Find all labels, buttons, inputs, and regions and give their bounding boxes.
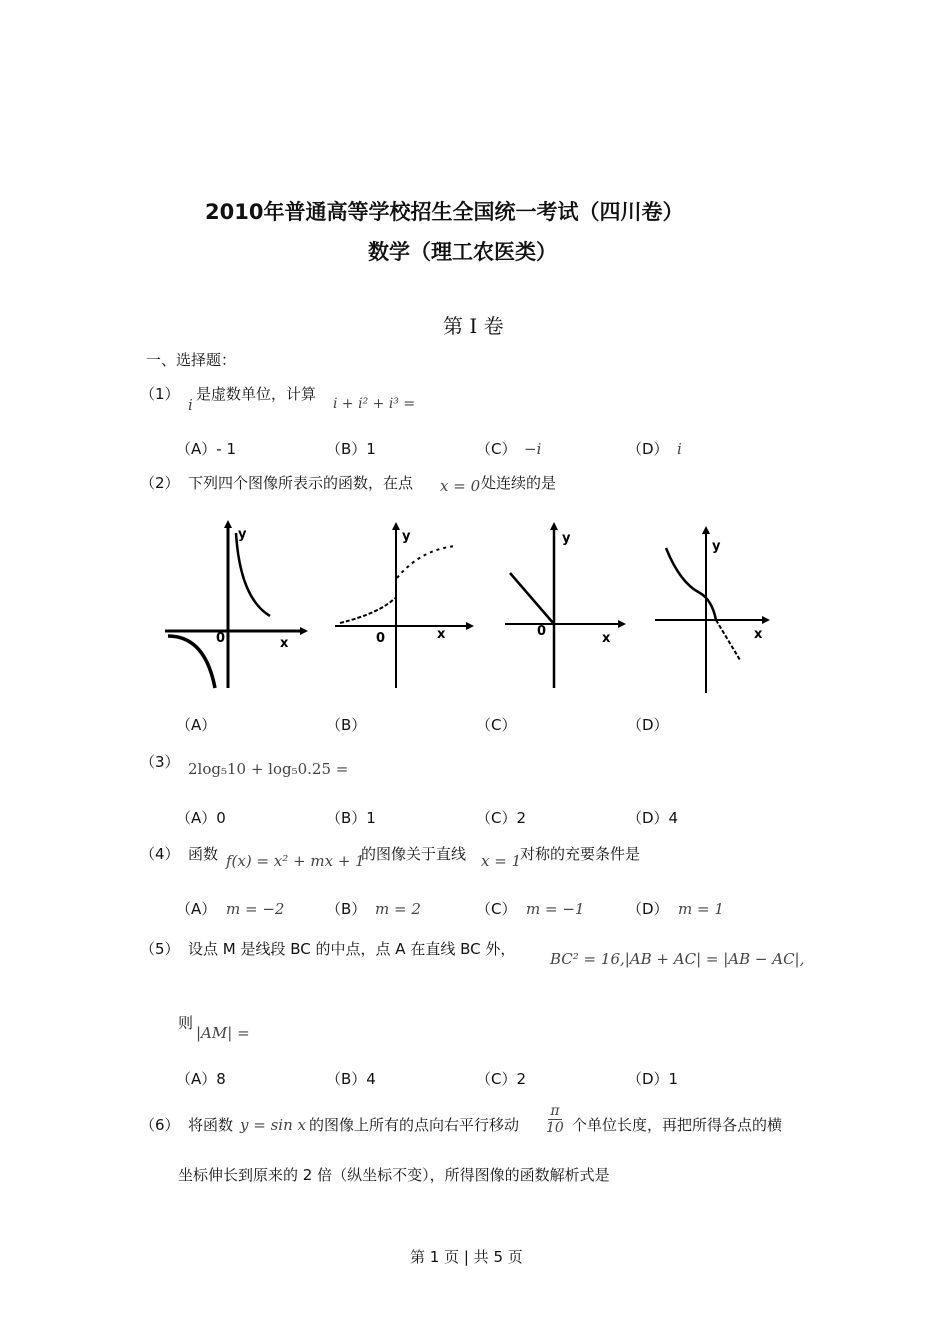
page-footer: 第 1 页 | 共 5 页: [410, 1248, 523, 1266]
q5-option-b: （B）4: [326, 1070, 376, 1088]
q5-option-c: （C）2: [476, 1070, 527, 1088]
q2-graph-d-y-label: y: [712, 539, 721, 554]
q1-option-b: （B）1: [326, 440, 376, 458]
q3-option-d: （D）4: [627, 809, 679, 827]
q2-graph-b: [330, 518, 480, 693]
q1-option-d-math: i: [677, 440, 682, 458]
q4-expr: f(x) = x² + mx + 1: [226, 852, 365, 870]
q1-option-c-math: −i: [524, 440, 542, 458]
q2-graph-d: [650, 518, 780, 698]
q6-text-a: 将函数: [188, 1116, 234, 1134]
q3-option-b: （B）1: [326, 809, 376, 827]
q4-option-b-math: m = 2: [375, 900, 421, 918]
q4-text-c: 对称的充要条件是: [520, 845, 641, 863]
q1-var: i: [188, 396, 193, 414]
q2-graph-a-x-label: x: [280, 636, 289, 651]
q5-number: （5）: [140, 940, 180, 958]
q2-graph-c: [500, 518, 630, 693]
q2-graph-c-x-label: x: [602, 631, 611, 646]
q6-fraction-denominator: 10: [546, 1120, 564, 1136]
q1-option-d: （D）: [627, 440, 669, 458]
q1-option-c: （C）: [476, 440, 517, 458]
q6-fraction-numerator: π: [550, 1103, 560, 1119]
q4-option-c: （C）: [476, 900, 517, 918]
q4-option-b: （B）: [326, 900, 367, 918]
q1-option-a: （A）- 1: [176, 440, 236, 458]
q2-graph-a-y-label: y: [238, 527, 247, 542]
q2-graph-b-x-label: x: [437, 627, 446, 642]
q4-option-d-math: m = 1: [678, 900, 724, 918]
q4-option-a-math: m = −2: [226, 900, 285, 918]
q1-text: 是虚数单位，计算: [196, 385, 317, 403]
q2-graph-c-origin: 0: [537, 624, 547, 639]
q6-fraction: [546, 1103, 564, 1136]
q2-option-b: （B）: [326, 716, 367, 734]
q5-expr: BC² = 16,|AB + AC| = |AB − AC|,: [550, 950, 805, 968]
q2-graph-b-origin: 0: [376, 631, 386, 646]
q6-number: （6）: [140, 1116, 180, 1134]
q2-option-d: （D）: [627, 716, 669, 734]
q2-graph-a-origin: 0: [216, 631, 226, 646]
part-title: 第 I 卷: [443, 314, 504, 338]
q4-option-a: （A）: [176, 900, 217, 918]
q2-text-a: 下列四个图像所表示的函数，在点: [188, 474, 414, 492]
q6-expr: y = sin x: [240, 1116, 306, 1134]
q2-option-c: （C）: [476, 716, 517, 734]
q4-expr2: x = 1: [481, 852, 522, 870]
q2-expr: x = 0: [440, 477, 481, 495]
q4-text-b: 的图像关于直线: [361, 845, 467, 863]
q2-graph-b-y-label: y: [402, 529, 411, 544]
q6-line2: 坐标伸长到原来的 2 倍（纵坐标不变），所得图像的函数解析式是: [178, 1166, 610, 1184]
q4-option-c-math: m = −1: [526, 900, 585, 918]
exam-title: 2010年普通高等学校招生全国统一考试（四川卷）: [205, 200, 684, 224]
q2-option-a: （A）: [176, 716, 217, 734]
q4-number: （4）: [140, 845, 180, 863]
section-heading: 一、选择题：: [146, 351, 237, 369]
q5-option-d: （D）1: [627, 1070, 679, 1088]
q3-option-a: （A）0: [176, 809, 226, 827]
q6-text-b: 的图像上所有的点向右平行移动: [309, 1116, 520, 1134]
q3-number: （3）: [140, 753, 180, 771]
q2-graph-c-y-label: y: [562, 531, 571, 546]
q5-text-a: 设点 M 是线段 BC 的中点，点 A 在直线 BC 外，: [188, 940, 516, 958]
q1-expr: i + i² + i³ =: [333, 396, 416, 412]
q5-expr2: |AM| =: [196, 1024, 250, 1042]
q4-option-d: （D）: [627, 900, 669, 918]
exam-subtitle: 数学（理工农医类）: [368, 240, 557, 264]
q2-text-b: 处连续的是: [481, 474, 557, 492]
q5-option-a: （A）8: [176, 1070, 226, 1088]
q2-graph-d-x-label: x: [754, 627, 763, 642]
q3-expr: 2log₅10 + log₅0.25 =: [188, 760, 349, 778]
q2-graph-a: [160, 518, 310, 693]
q2-number: （2）: [140, 474, 180, 492]
q5-text-b: 则: [178, 1014, 194, 1032]
q4-text-a: 函数: [188, 845, 219, 863]
q1-number: （1）: [140, 385, 180, 403]
q6-text-c: 个单位长度，再把所得各点的横: [572, 1116, 783, 1134]
q3-option-c: （C）2: [476, 809, 527, 827]
